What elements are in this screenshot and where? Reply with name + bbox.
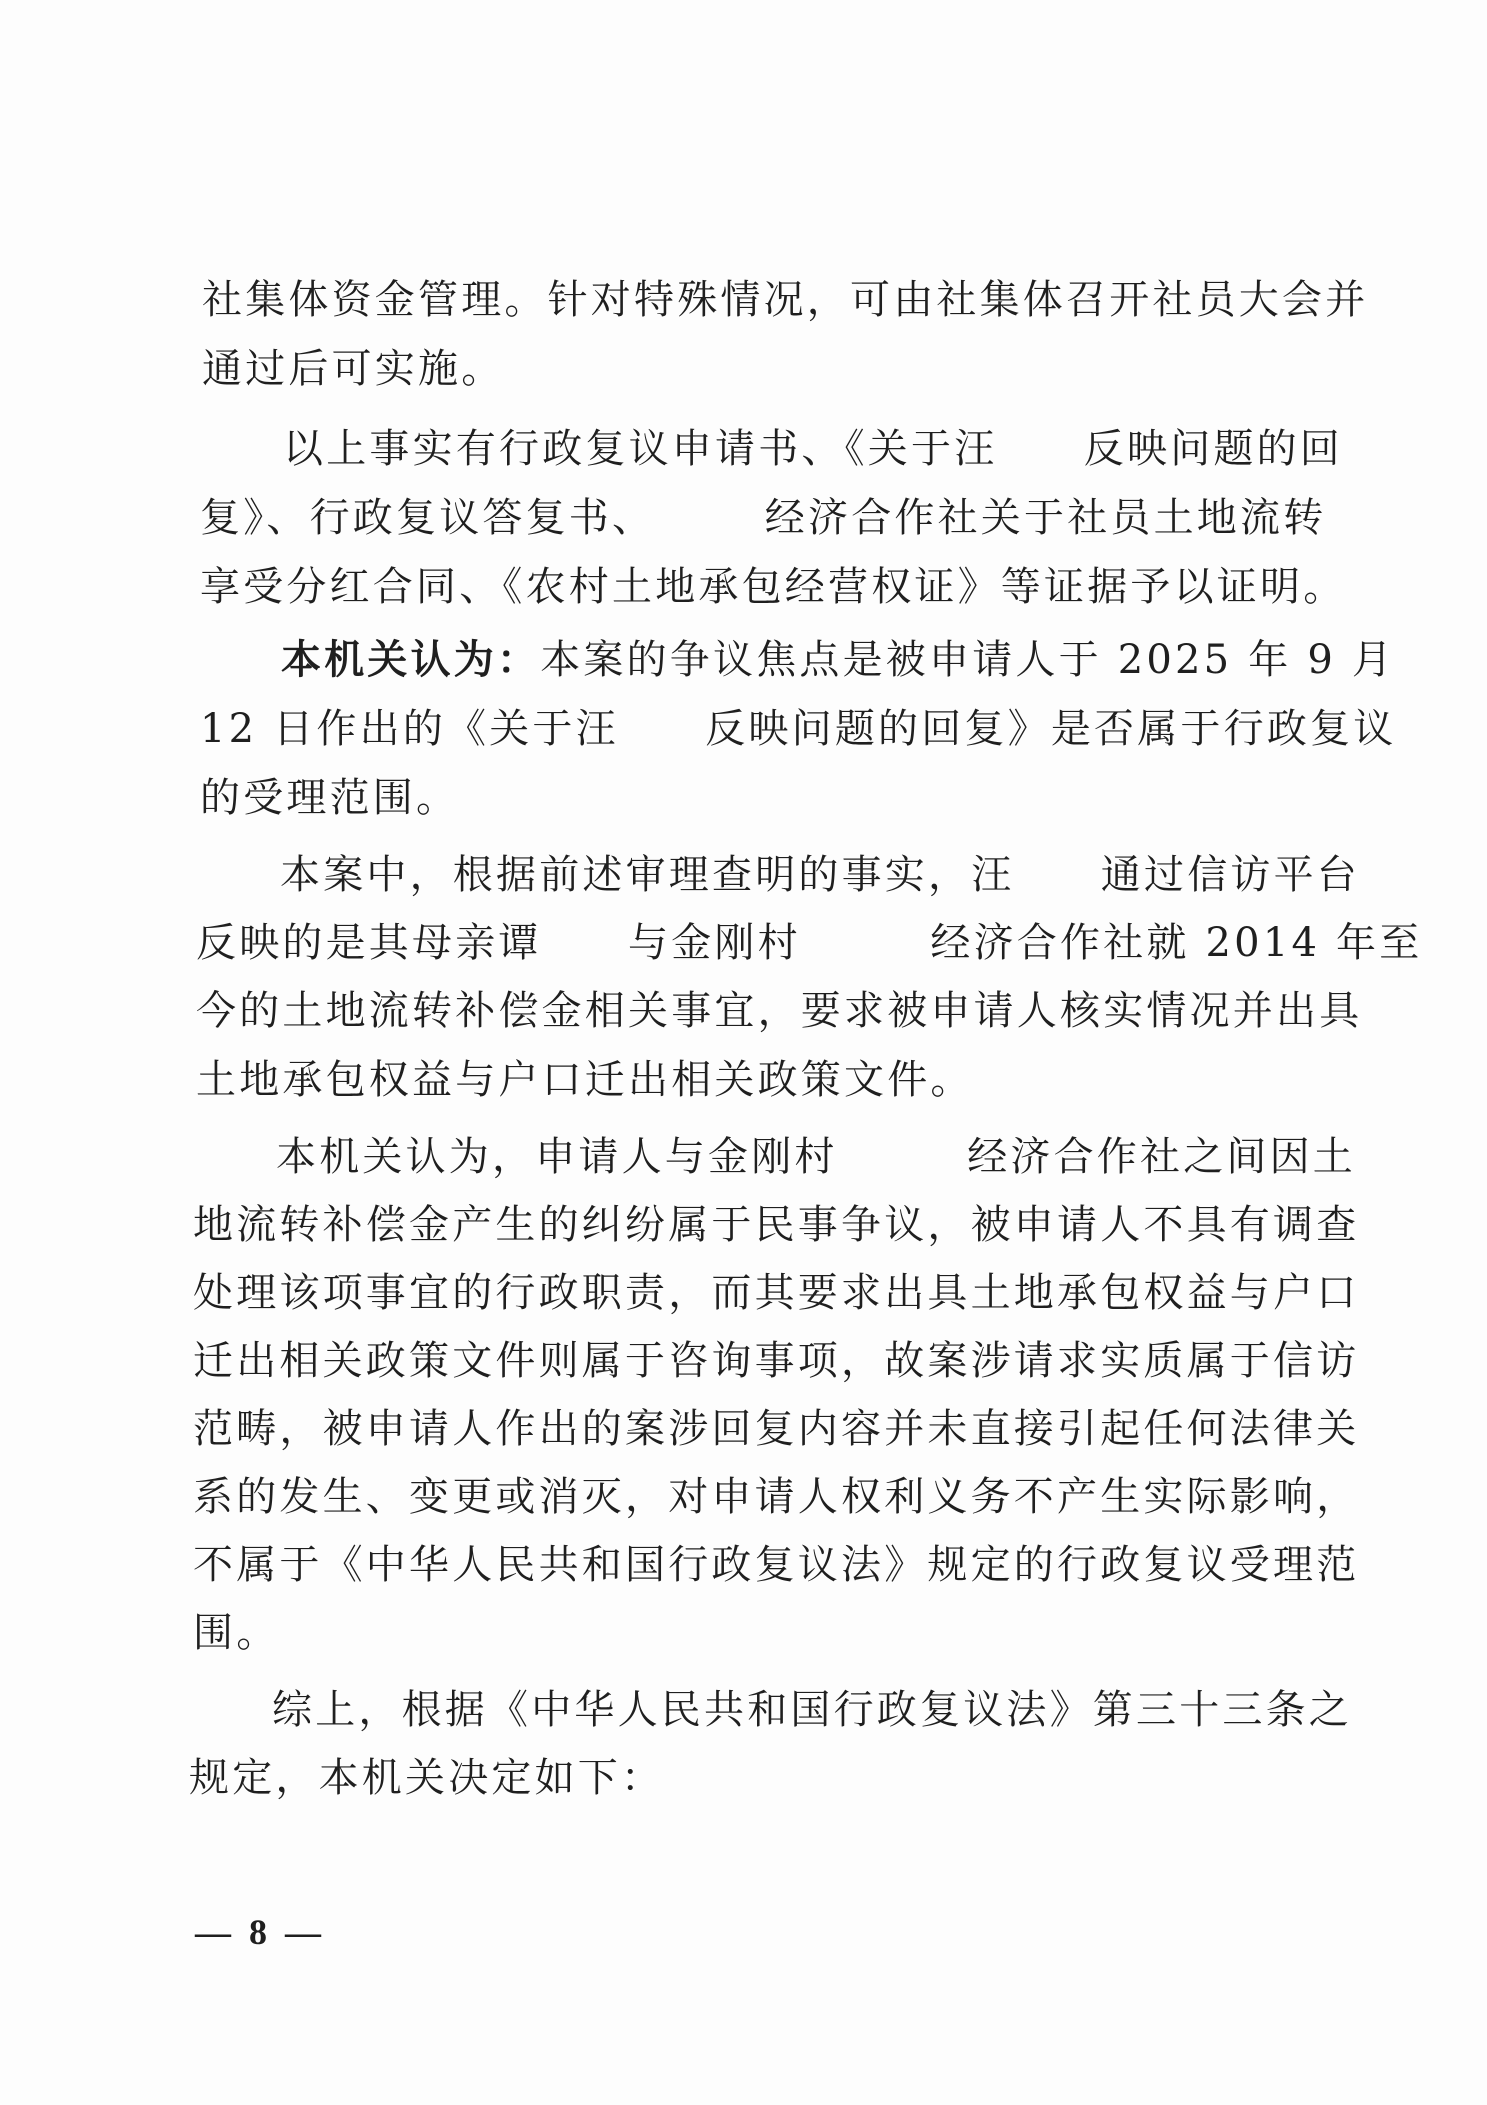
text-line-3 — [283, 425, 1343, 473]
line-text: 本案的争议焦点是被申请人于 2025 年 9 月 — [540, 637, 1396, 683]
line-text: 以上事实有行政复议申请书、《关于汪 反映问题的回 — [283, 426, 1343, 472]
page-dash-left: — — [195, 1912, 231, 1952]
line-text: 反映的是其母亲谭 与金刚村 经济合作社就 2014 年至 — [196, 920, 1423, 966]
text-line-4 — [200, 494, 1326, 542]
line-text: 不属于《中华人民共和国行政复议法》规定的行政复议受理范 — [193, 1542, 1360, 1588]
text-line-10 — [196, 919, 1422, 967]
line-text: 迁出相关政策文件则属于咨询事项，故案涉请求实质属于信访 — [193, 1338, 1360, 1384]
text-line-17 — [193, 1405, 1359, 1453]
line-text: 范畴，被申请人作出的案涉回复内容并未直接引起任何法律关 — [193, 1406, 1360, 1452]
text-line-14 — [193, 1201, 1359, 1249]
text-line-9 — [280, 851, 1360, 899]
line-text: 系的发生、变更或消灭，对申请人权利义务不产生实际影响， — [193, 1474, 1360, 1520]
line-text: 社集体资金管理。针对特殊情况，可由社集体召开社员大会并 — [202, 277, 1369, 323]
text-line-16 — [193, 1337, 1359, 1385]
text-line-5 — [200, 563, 1346, 611]
text-line-21 — [272, 1686, 1352, 1734]
text-line-20 — [193, 1609, 279, 1657]
text-line-18 — [193, 1473, 1359, 1521]
line-text: 土地承包权益与户口迁出相关政策文件。 — [196, 1057, 974, 1103]
line-text: 12 日作出的《关于汪 反映问题的回复》是否属于行政复议 — [200, 706, 1397, 752]
text-line-12 — [196, 1056, 974, 1104]
text-line-19 — [193, 1541, 1359, 1589]
line-text: 综上，根据《中华人民共和国行政复议法》第三十三条之 — [272, 1687, 1352, 1733]
line-text: 本案中，根据前述审理查明的事实，汪 通过信访平台 — [280, 852, 1360, 898]
line-text: 地流转补偿金产生的纠纷属于民事争议，被申请人不具有调查 — [193, 1202, 1360, 1248]
line-text: 今的土地流转补偿金相关事宜，要求被申请人核实情况并出具 — [196, 988, 1363, 1034]
line-text: 本机关认为，申请人与金刚村 经济合作社之间因土 — [276, 1134, 1356, 1180]
page-dash-right: — — [285, 1912, 321, 1952]
line-text: 的受理范围。 — [200, 775, 460, 821]
line-text: 复》、行政复议答复书、 经济合作社关于社员土地流转 — [200, 495, 1327, 541]
conclusion-heading: 本机关认为： — [281, 636, 541, 683]
line-text: 享受分红合同、《农村土地承包经营权证》等证据予以证明。 — [200, 564, 1347, 610]
text-line-15 — [193, 1269, 1359, 1317]
line-text: 处理该项事宜的行政职责，而其要求出具土地承包权益与户口 — [193, 1270, 1360, 1316]
text-line-6 — [281, 636, 1395, 684]
text-line-7 — [200, 705, 1396, 753]
text-line-8 — [200, 774, 459, 822]
text-line-13 — [276, 1133, 1356, 1181]
line-text: 规定，本机关决定如下： — [189, 1755, 665, 1801]
page-number — [195, 1910, 321, 1954]
text-line-22 — [189, 1754, 664, 1802]
line-text: 通过后可实施。 — [202, 346, 505, 392]
line-text: 围。 — [193, 1610, 280, 1656]
page-number-value: 8 — [249, 1912, 267, 1952]
text-line-2 — [202, 345, 504, 393]
text-line-11 — [196, 987, 1362, 1035]
text-line-1 — [202, 276, 1368, 324]
